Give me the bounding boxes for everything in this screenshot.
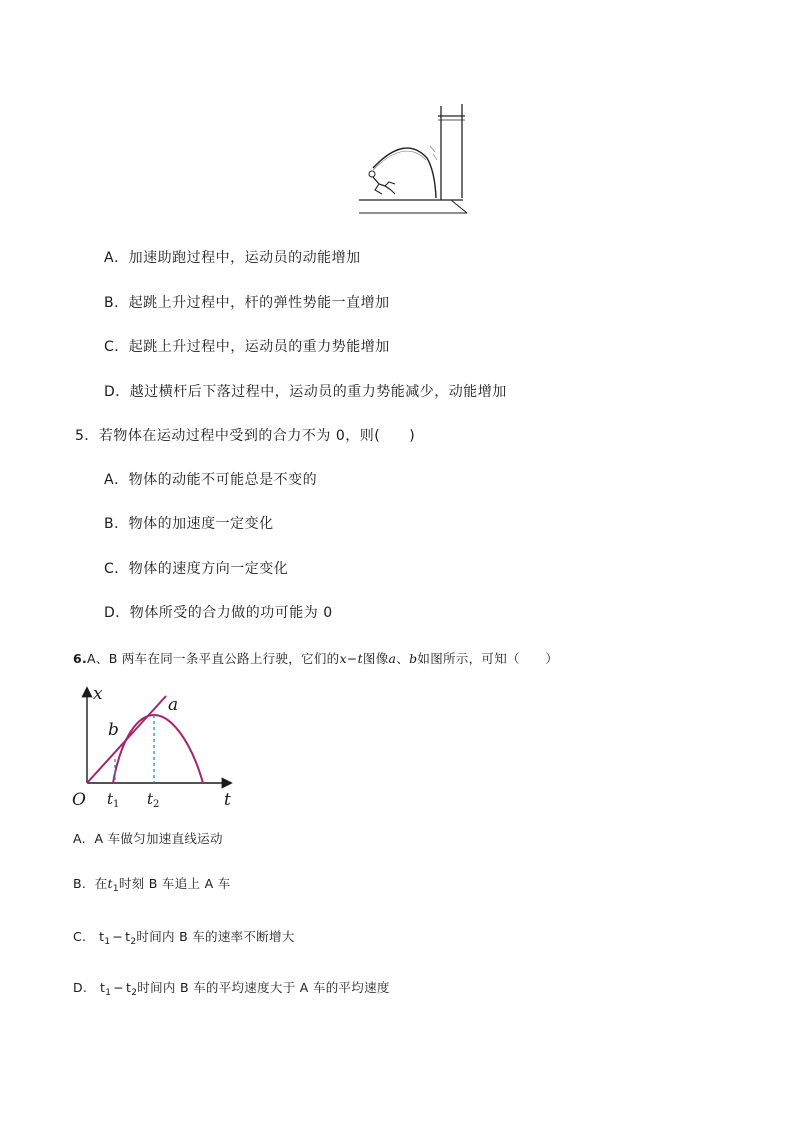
option-letter: D． [104,384,130,400]
q5-option-b[interactable] [104,513,274,533]
xt-graph [70,683,245,813]
question-text-part3: 如图所示，可知（ ） [417,651,559,666]
option-letter: B． [104,516,129,532]
t1-label: $t_1$ [107,790,120,810]
q6-stem [73,649,558,667]
minus-sign: − [113,980,125,995]
pole-vault-illustration [355,102,470,217]
q6-option-c[interactable] [73,927,295,947]
option-text: 越过横杆后下落过程中，运动员的重力势能减少，动能增加 [129,384,507,400]
curve-a-label: a [168,695,179,715]
q6-option-d[interactable] [73,978,390,998]
subscript-1: 1 [104,937,111,947]
q4-option-b[interactable] [104,292,390,312]
option-letter: C． [104,339,129,355]
variable-xt: x−t [339,651,363,666]
question-number: 6. [73,651,88,666]
separator: 、 [396,651,410,666]
q5-option-a[interactable] [104,469,317,489]
option-text: A 车做匀加速直线运动 [94,831,223,846]
option-letter: D. [73,980,88,995]
option-letter: B. [73,876,87,891]
q5-option-d[interactable] [104,602,333,622]
variable-t1: t [99,929,105,944]
option-text: 物体的动能不可能总是不变的 [128,472,318,488]
question-text-part2: 图像 [362,651,389,666]
option-text: 物体所受的合力做的功可能为 0 [129,605,333,621]
q6-option-a[interactable] [73,829,223,847]
origin-label: O [72,790,86,810]
option-text: 起跳上升过程中，运动员的重力势能增加 [128,339,390,355]
option-letter: A． [104,472,129,488]
variable-a: a [388,651,397,666]
q5-stem [75,425,415,445]
option-text-post: 时间内 B 车的平均速度大于 A 车的平均速度 [137,980,390,995]
option-text-post: 时间内 B 车的速率不断增大 [136,929,295,944]
option-text: 加速助跑过程中，运动员的动能增加 [128,250,361,266]
option-text: 物体的速度方向一定变化 [128,561,289,577]
option-letter: A． [104,250,129,266]
variable-t: t [107,876,113,891]
subscript-1: 1 [105,988,112,998]
q4-option-a[interactable] [104,247,361,267]
option-text-pre: 在 [94,876,108,891]
option-letter: B． [104,295,129,311]
q4-option-c[interactable] [104,336,390,356]
q5-option-c[interactable] [104,558,288,578]
question-text: 若物体在运动过程中受到的合力不为 0，则( ) [98,428,416,444]
option-letter: C． [104,561,129,577]
minus-sign: − [112,929,124,944]
option-text: 起跳上升过程中，杆的弹性势能一直增加 [128,295,390,311]
q4-option-d[interactable] [104,381,507,401]
option-text-post: 时刻 B 车追上 A 车 [118,876,231,891]
subscript: 1 [112,884,119,894]
q6-option-b[interactable] [73,874,231,894]
variable-b: b [409,651,418,666]
option-letter: D． [104,605,130,621]
option-text: 物体的加速度一定变化 [128,516,274,532]
variable-t2: t [126,980,132,995]
subscript-2: 2 [130,937,137,947]
variable-t1: t [100,980,106,995]
question-text-part1: A、B 两车在同一条平直公路上行驶，它们的 [87,651,340,666]
x-axis-label: t [224,790,231,810]
t2-label: $t_2$ [147,790,160,810]
variable-t2: t [125,929,131,944]
subscript-2: 2 [131,988,138,998]
y-axis-label: x [93,684,103,704]
option-letter: A. [73,831,86,846]
question-number: 5． [75,428,99,444]
curve-a [113,715,203,783]
option-letter: C. [73,929,87,944]
line-b-label: b [108,720,119,740]
